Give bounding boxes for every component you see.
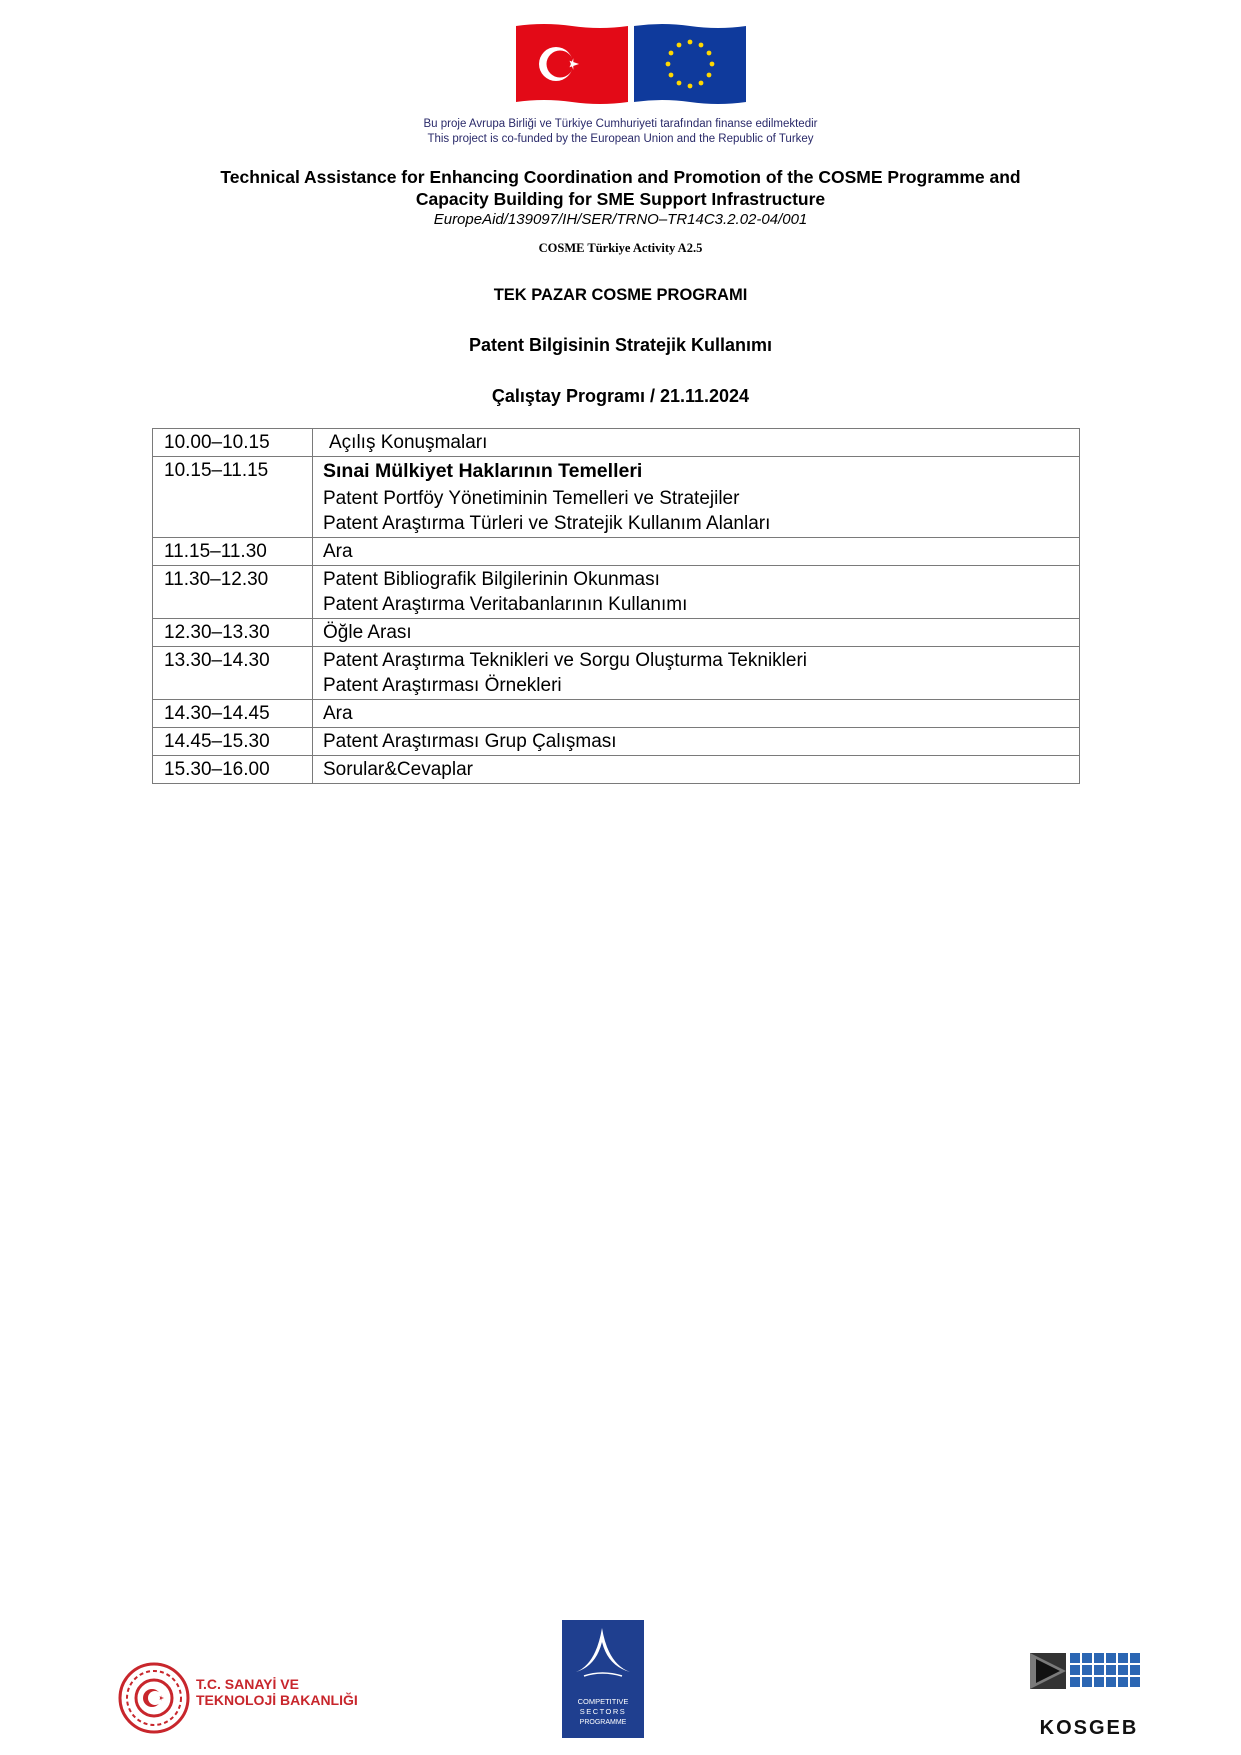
session-item: Ara bbox=[323, 703, 353, 724]
funding-statement-tr: Bu proje Avrupa Birliği ve Türkiye Cumhuriyeti tarafından finanse edilmektedir bbox=[423, 118, 818, 130]
kosgeb-emblem-icon bbox=[1030, 1653, 1148, 1713]
project-reference: EuropeAid/139097/IH/SER/TRNO–TR14C3.2.02-04/001 bbox=[433, 211, 808, 228]
time-cell: 15.30–16.00 bbox=[153, 756, 313, 784]
tr-eu-flags-logo bbox=[516, 22, 748, 106]
session-cell bbox=[313, 647, 1080, 700]
time-cell: 12.30–13.30 bbox=[153, 619, 313, 647]
session-cell bbox=[313, 619, 1080, 647]
activity-code: COSME Türkiye Activity A2.5 bbox=[538, 241, 703, 255]
ministry-name-line-2: TEKNOLOJİ BAKANLIĞI bbox=[196, 1692, 358, 1708]
kosgeb-wordmark: KOSGEB bbox=[1039, 1717, 1139, 1739]
time-cell: 10.00–10.15 bbox=[153, 429, 313, 457]
session-item: Açılış Konuşmaları bbox=[329, 432, 488, 453]
session-heading: Sınai Mülkiyet Haklarının Temelleri bbox=[323, 460, 643, 482]
project-title-line-1: Technical Assistance for Enhancing Coordination and Promotion of the COSME Programme and bbox=[220, 167, 1021, 187]
table-row bbox=[153, 429, 1080, 457]
workshop-date: Çalıştay Programı / 21.11.2024 bbox=[491, 386, 750, 406]
project-title-line-2: Capacity Building for SME Support Infrastructure bbox=[415, 189, 826, 209]
session-item: Sorular&Cevaplar bbox=[323, 759, 473, 780]
ministry-emblem-icon bbox=[116, 1660, 196, 1736]
time-cell: 11.15–11.30 bbox=[153, 538, 313, 566]
workshop-title: Patent Bilgisinin Stratejik Kullanımı bbox=[468, 335, 773, 355]
session-item: Ara bbox=[323, 541, 353, 562]
time-cell: 13.30–14.30 bbox=[153, 647, 313, 700]
table-row bbox=[153, 728, 1080, 756]
eu-flag-icon bbox=[634, 24, 746, 104]
time-cell: 10.15–11.15 bbox=[153, 457, 313, 538]
ministry-name-line-1: T.C. SANAYİ VE bbox=[196, 1676, 299, 1692]
session-item: Patent Araştırma Türleri ve Stratejik Kullanım Alanları bbox=[323, 513, 771, 534]
turkey-flag-icon bbox=[516, 24, 628, 104]
session-item: Öğle Arası bbox=[323, 622, 412, 643]
time-cell: 11.30–12.30 bbox=[153, 566, 313, 619]
session-cell bbox=[313, 566, 1080, 619]
csp-line-3: PROGRAMME bbox=[579, 1719, 627, 1726]
table-row bbox=[153, 457, 1080, 538]
session-item: Patent Araştırması Örnekleri bbox=[323, 675, 562, 696]
table-row bbox=[153, 647, 1080, 700]
session-cell bbox=[313, 429, 1080, 457]
session-cell bbox=[313, 538, 1080, 566]
session-item: Patent Portföy Yönetiminin Temelleri ve Stratejiler bbox=[323, 488, 740, 509]
programme-title: TEK PAZAR COSME PROGRAMI bbox=[493, 286, 748, 304]
competitive-sectors-programme-logo bbox=[562, 1620, 644, 1738]
session-cell bbox=[313, 756, 1080, 784]
time-cell: 14.30–14.45 bbox=[153, 700, 313, 728]
csp-line-2: SECTORS bbox=[579, 1707, 627, 1716]
session-item: Patent Araştırması Grup Çalışması bbox=[323, 731, 617, 752]
time-cell: 14.45–15.30 bbox=[153, 728, 313, 756]
session-cell bbox=[313, 728, 1080, 756]
table-row bbox=[153, 619, 1080, 647]
funding-statement-en: This project is co-funded by the European Union and the Republic of Turkey bbox=[427, 133, 814, 145]
table-row bbox=[153, 566, 1080, 619]
session-cell bbox=[313, 457, 1080, 538]
session-cell bbox=[313, 700, 1080, 728]
table-row bbox=[153, 756, 1080, 784]
session-item: Patent Bibliografik Bilgilerinin Okunması bbox=[323, 569, 660, 590]
session-item: Patent Araştırma Veritabanlarının Kullanımı bbox=[323, 594, 688, 615]
table-row bbox=[153, 700, 1080, 728]
schedule-table bbox=[152, 428, 1080, 784]
session-item: Patent Araştırma Teknikleri ve Sorgu Oluşturma Teknikleri bbox=[323, 650, 807, 671]
csp-line-1: COMPETITIVE bbox=[577, 1697, 629, 1706]
project-title bbox=[0, 166, 1241, 210]
ministry-name bbox=[196, 1676, 358, 1708]
table-row bbox=[153, 538, 1080, 566]
